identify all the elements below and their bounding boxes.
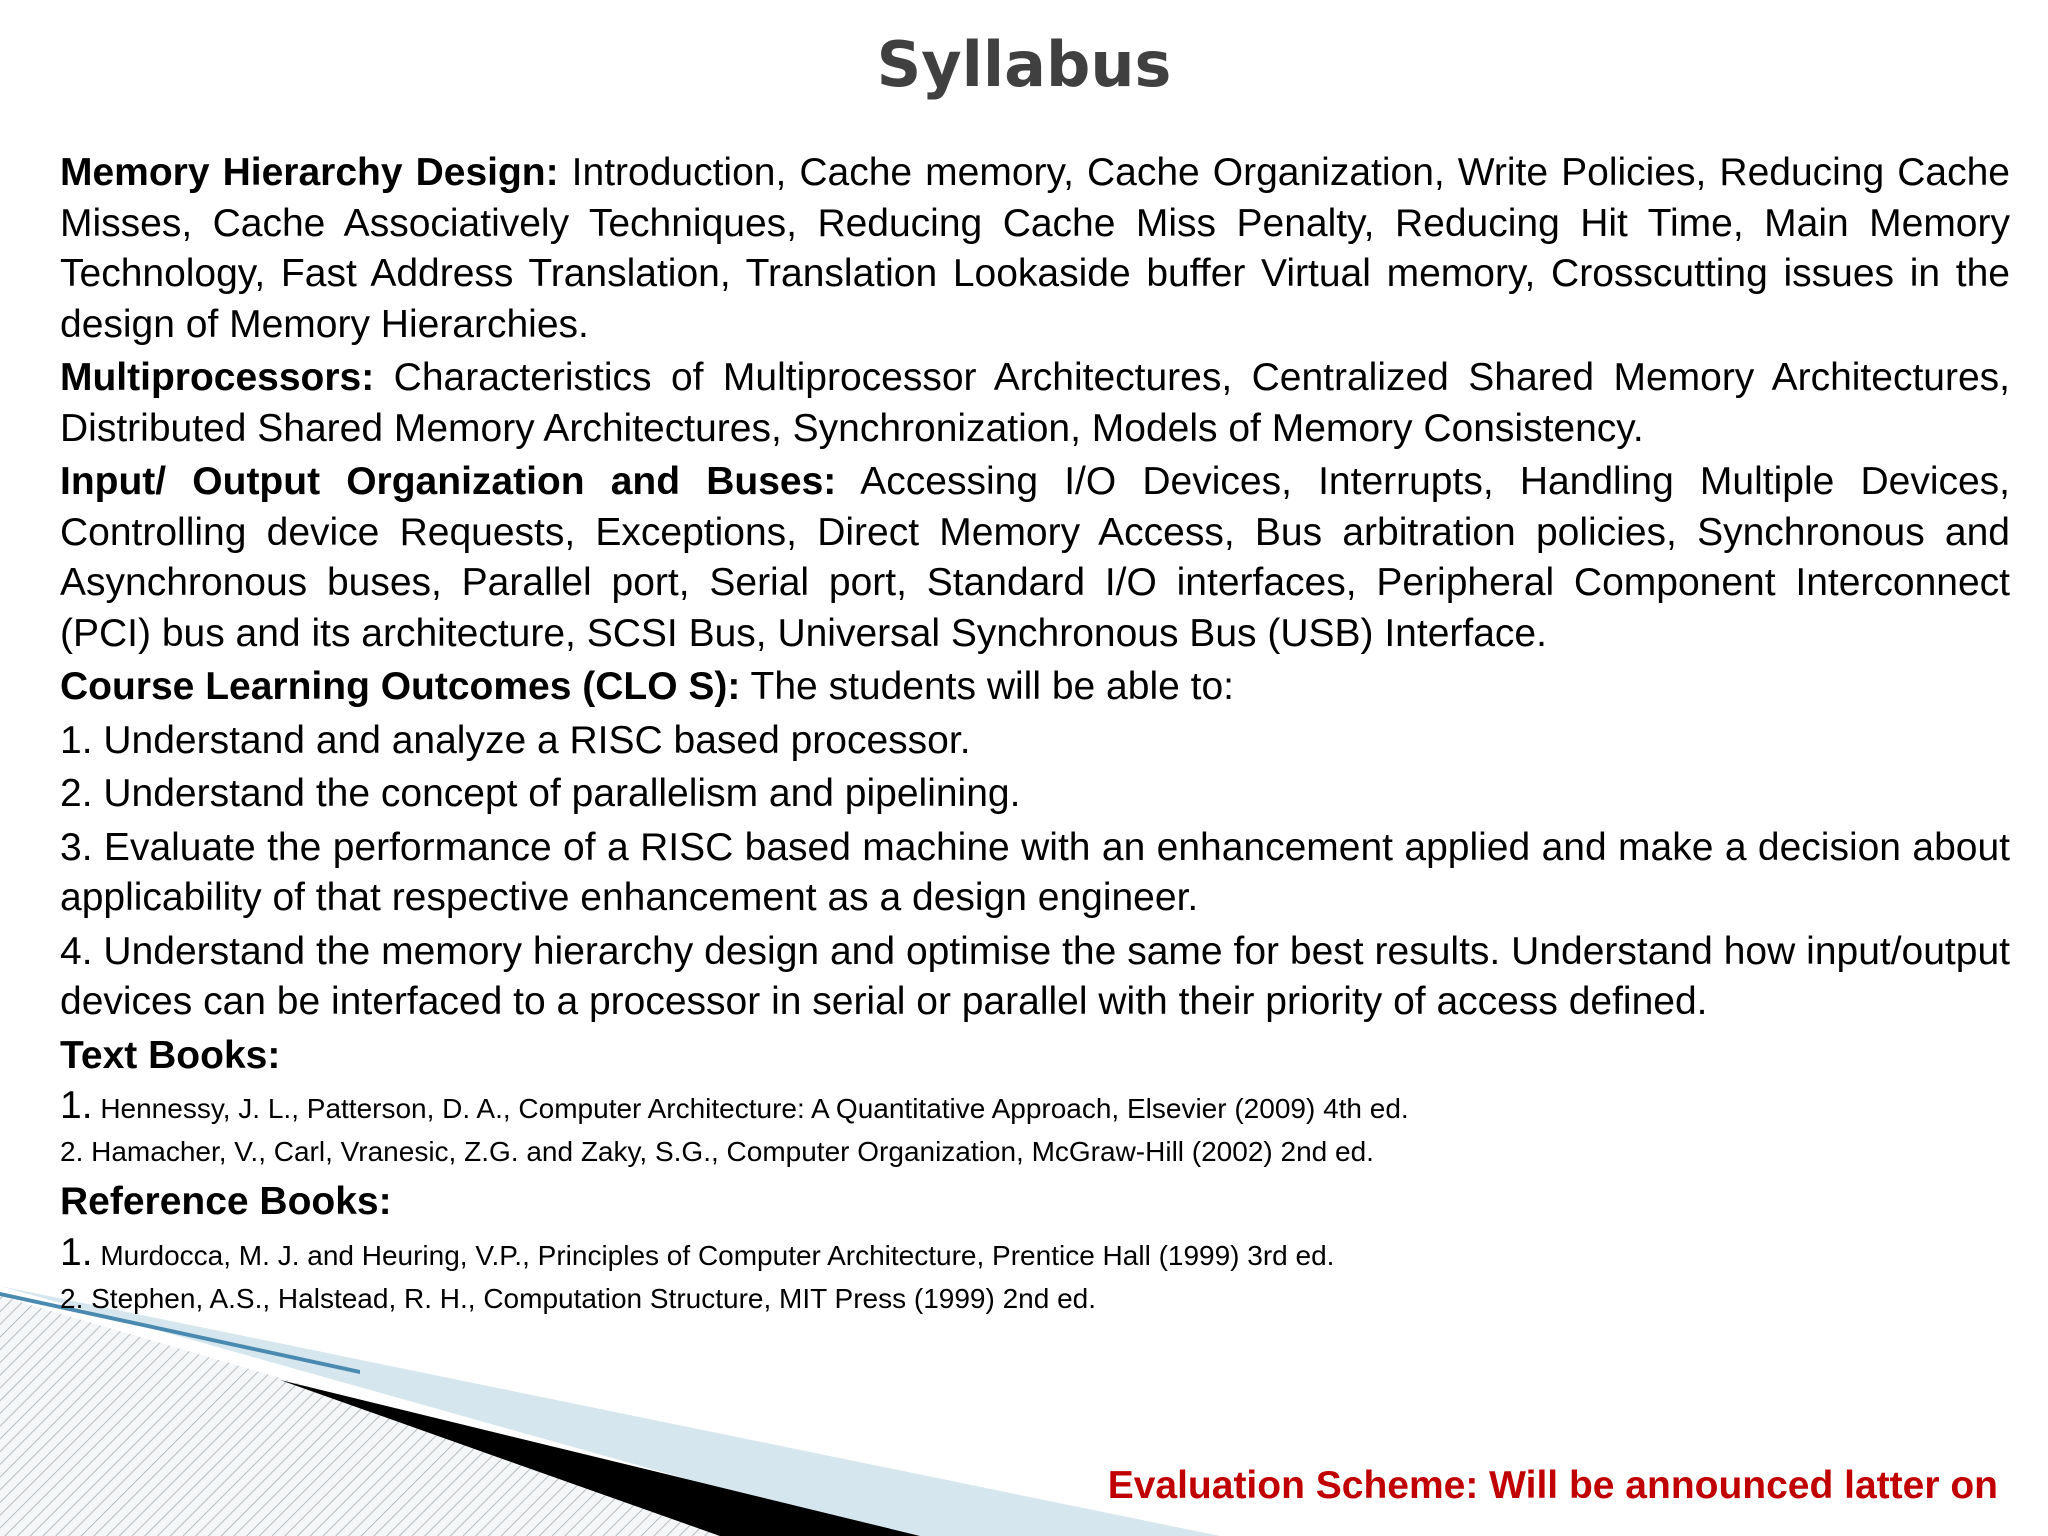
- reference-book-number: 1.: [60, 1230, 93, 1274]
- text-book-item: [60, 1084, 2010, 1130]
- text-book-item: 2. Hamacher, V., Carl, Vranesic, Z.G. and Zaky, S.G., Computer Organization, McGraw-Hill (2002) 2nd ed.: [60, 1136, 1374, 1167]
- syllabus-content: [60, 148, 2010, 1320]
- clo-item: 4. Understand the memory hierarchy design and optimise the same for best results. Understand how input/output devices can be interfaced to a processor in serial or parallel with their priority of access defined.: [60, 929, 2010, 1023]
- clo-item: 1. Understand and analyze a RISC based processor.: [60, 718, 971, 762]
- reference-book-item: [60, 1231, 2010, 1277]
- io-organization-text: Accessing I/O Devices, Interrupts, Handling Multiple Devices, Controlling device Requests, Exceptions, Direct Memory Access, Bus arbitration policies, Synchronous and Asynchronous buses, Parallel port, Serial port, Standard I/O interfaces, Peripheral Component Interconnect (PCI) bus and its architecture, SCSI Bus, Universal Synchronous Bus (USB) Interface.: [60, 460, 2011, 655]
- memory-hierarchy-heading: Memory Hierarchy Design:: [60, 151, 559, 194]
- io-organization-heading: Input/ Output Organization and Buses:: [60, 460, 837, 503]
- multiprocessors-paragraph: [60, 353, 2010, 454]
- evaluation-scheme-note: Evaluation Scheme: Will be announced latter on: [1107, 1464, 1998, 1507]
- page-title: Syllabus: [876, 28, 1172, 101]
- reference-book-item: 2. Stephen, A.S., Halstead, R. H., Computation Structure, MIT Press (1999) 2nd ed.: [60, 1282, 1096, 1314]
- reference-book-citation: Murdocca, M. J. and Heuring, V.P., Principles of Computer Architecture, Prentice Hall (1999) 3rd ed.: [100, 1239, 1335, 1271]
- io-organization-paragraph: [60, 457, 2010, 659]
- clo-item: 3. Evaluate the performance of a RISC based machine with an enhancement applied and make a decision about applicability of that respective enhancement as a design engineer.: [60, 825, 2010, 919]
- text-books-heading: Text Books:: [60, 1033, 281, 1077]
- multiprocessors-text: Characteristics of Multiprocessor Architectures, Centralized Shared Memory Architectures, Distributed Shared Memory Architectures, Synchronization, Models of Memory Consistency.: [60, 356, 2010, 450]
- multiprocessors-heading: Multiprocessors:: [60, 356, 375, 399]
- clo-intro-text: The students will be able to:: [750, 665, 1234, 708]
- text-book-citation: Hennessy, J. L., Patterson, D. A., Computer Architecture: A Quantitative Approach, Elsevier (2009) 4th ed.: [100, 1093, 1409, 1124]
- clo-heading: Course Learning Outcomes (CLO S):: [60, 665, 741, 708]
- memory-hierarchy-paragraph: [60, 148, 2010, 350]
- memory-hierarchy-text: Introduction, Cache memory, Cache Organization, Write Policies, Reducing Cache Misses, Cache Associatively Techniques, Reducing Cache Miss Penalty, Reducing Hit Time, Main Memory Technology, Fast Address Translation, Translation Lookaside buffer Virtual memory, Crosscutting issues in the design of Memory Hierarchies.: [60, 151, 2010, 346]
- clo-intro: [60, 662, 2010, 713]
- clo-item: 2. Understand the concept of parallelism and pipelining.: [60, 772, 1021, 815]
- text-book-number: 1.: [60, 1084, 93, 1127]
- reference-books-heading: Reference Books:: [60, 1180, 392, 1223]
